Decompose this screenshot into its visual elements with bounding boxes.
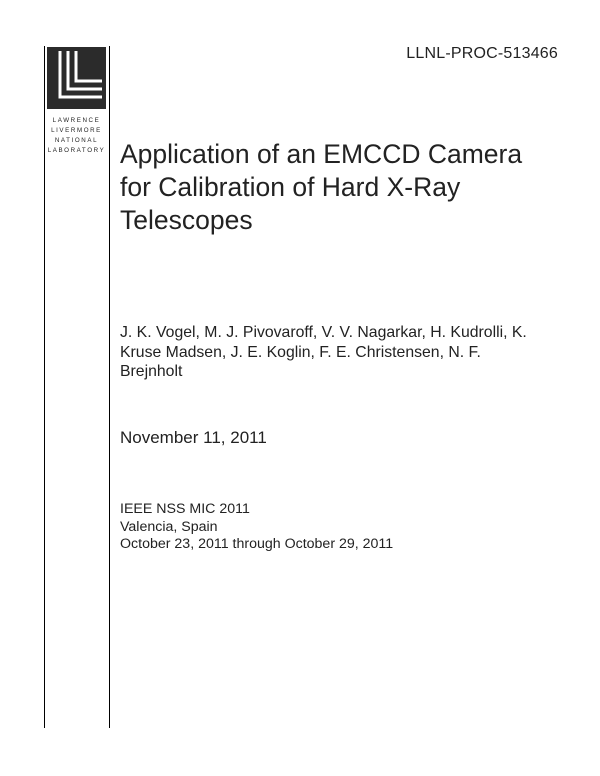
llnl-logo-icon [47,47,106,109]
conference-info [120,501,393,554]
institution-name-line: LAWRENCE [52,117,101,124]
institution-name [47,116,106,156]
institution-name-line: LIVERMORE [51,127,102,134]
conference-dates: October 23, 2011 through October 29, 2011 [120,536,394,552]
document-title: Application of an EMCCD Camera for Calibration of Hard X-Ray Telescopes [120,139,523,235]
left-margin-rule [44,46,45,728]
conference-location: Valencia, Spain [120,518,218,535]
report-number: LLNL-PROC-513466 [406,45,558,62]
institution-name-line: NATIONAL [54,137,99,144]
conference-name: IEEE NSS MIC 2011 [120,501,250,517]
right-margin-rule [109,46,110,728]
institution-name-line: LABORATORY [47,147,106,154]
publication-date: November 11, 2011 [120,428,267,447]
author-list: J. K. Vogel, M. J. Pivovaroff, V. V. Nagarkar, H. Kudrolli, K. Kruse Madsen, J. E. Koglin, F. E. Christensen, N. F. Brejnholt [120,324,527,380]
